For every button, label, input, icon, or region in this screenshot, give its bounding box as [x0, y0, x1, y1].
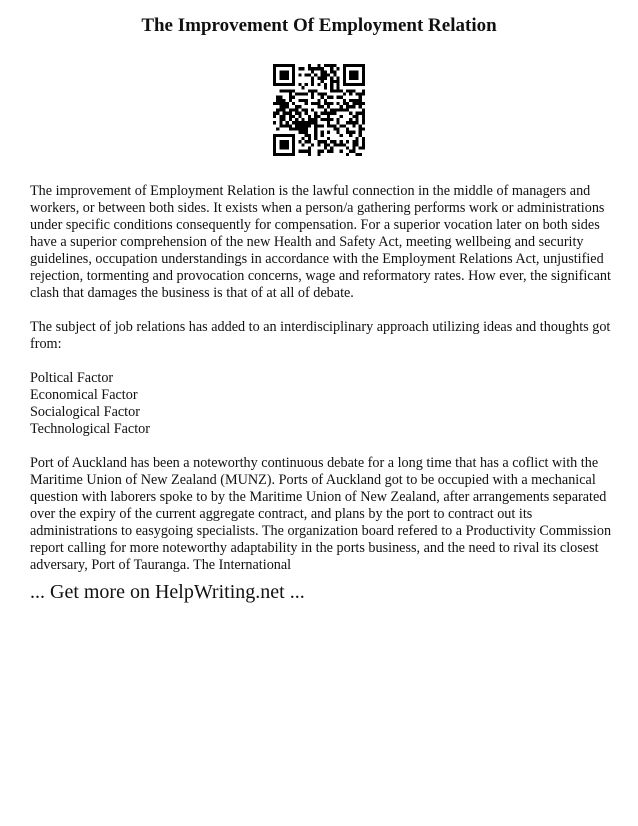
document-body [30, 183, 612, 591]
get-more-link[interactable]: ... Get more on HelpWriting.net ... [30, 581, 305, 603]
factor-item-sociological: Socialogical Factor [30, 404, 140, 420]
factor-item-technological: Technological Factor [30, 421, 150, 437]
factor-item-economical: Economical Factor [30, 387, 138, 403]
port-auckland-paragraph: Port of Auckland has been a noteworthy continuous debate for a long time that has a coflict with the Maritime Union of New Zealand (MUNZ). Ports of Auckland got to be occupied with a mechanical question with laborers spoke to by the Maritime Union of New Zealand, after arrangements separated over the expiry of the current aggregate contract, and plans by the port to contract out its administrations to easygoing specialists. The organization board refered to a Productivity Commission report calling for more noteworthy adaptability in the ports business, and the need to rival its closest adversary, Port of Tauranga. The International [30, 455, 612, 573]
qr-code-icon [273, 64, 365, 156]
factor-list [30, 370, 612, 438]
document-title: The Improvement Of Employment Relation [141, 15, 497, 36]
subject-paragraph: The subject of job relations has added to an interdisciplinary approach utilizing ideas and thoughts got from: [30, 319, 611, 352]
factor-item-political: Poltical Factor [30, 370, 114, 386]
intro-paragraph: The improvement of Employment Relation is the lawful connection in the middle of managers and workers, or between both sides. It exists when a person/a gathering performs work or administrations under specific conditions consequently for compensation. For a superior vocation later on both sides have a superior comprehension of the new Health and Safety Act, meeting wellbeing and security guidelines, occupation understandings in accordance with the Employment Relations Act, unjustified rejection, tormenting and provocation concerns, wage and reformatory rates. How ever, the significant clash that damages the business is that of at all of debate. [30, 183, 611, 301]
